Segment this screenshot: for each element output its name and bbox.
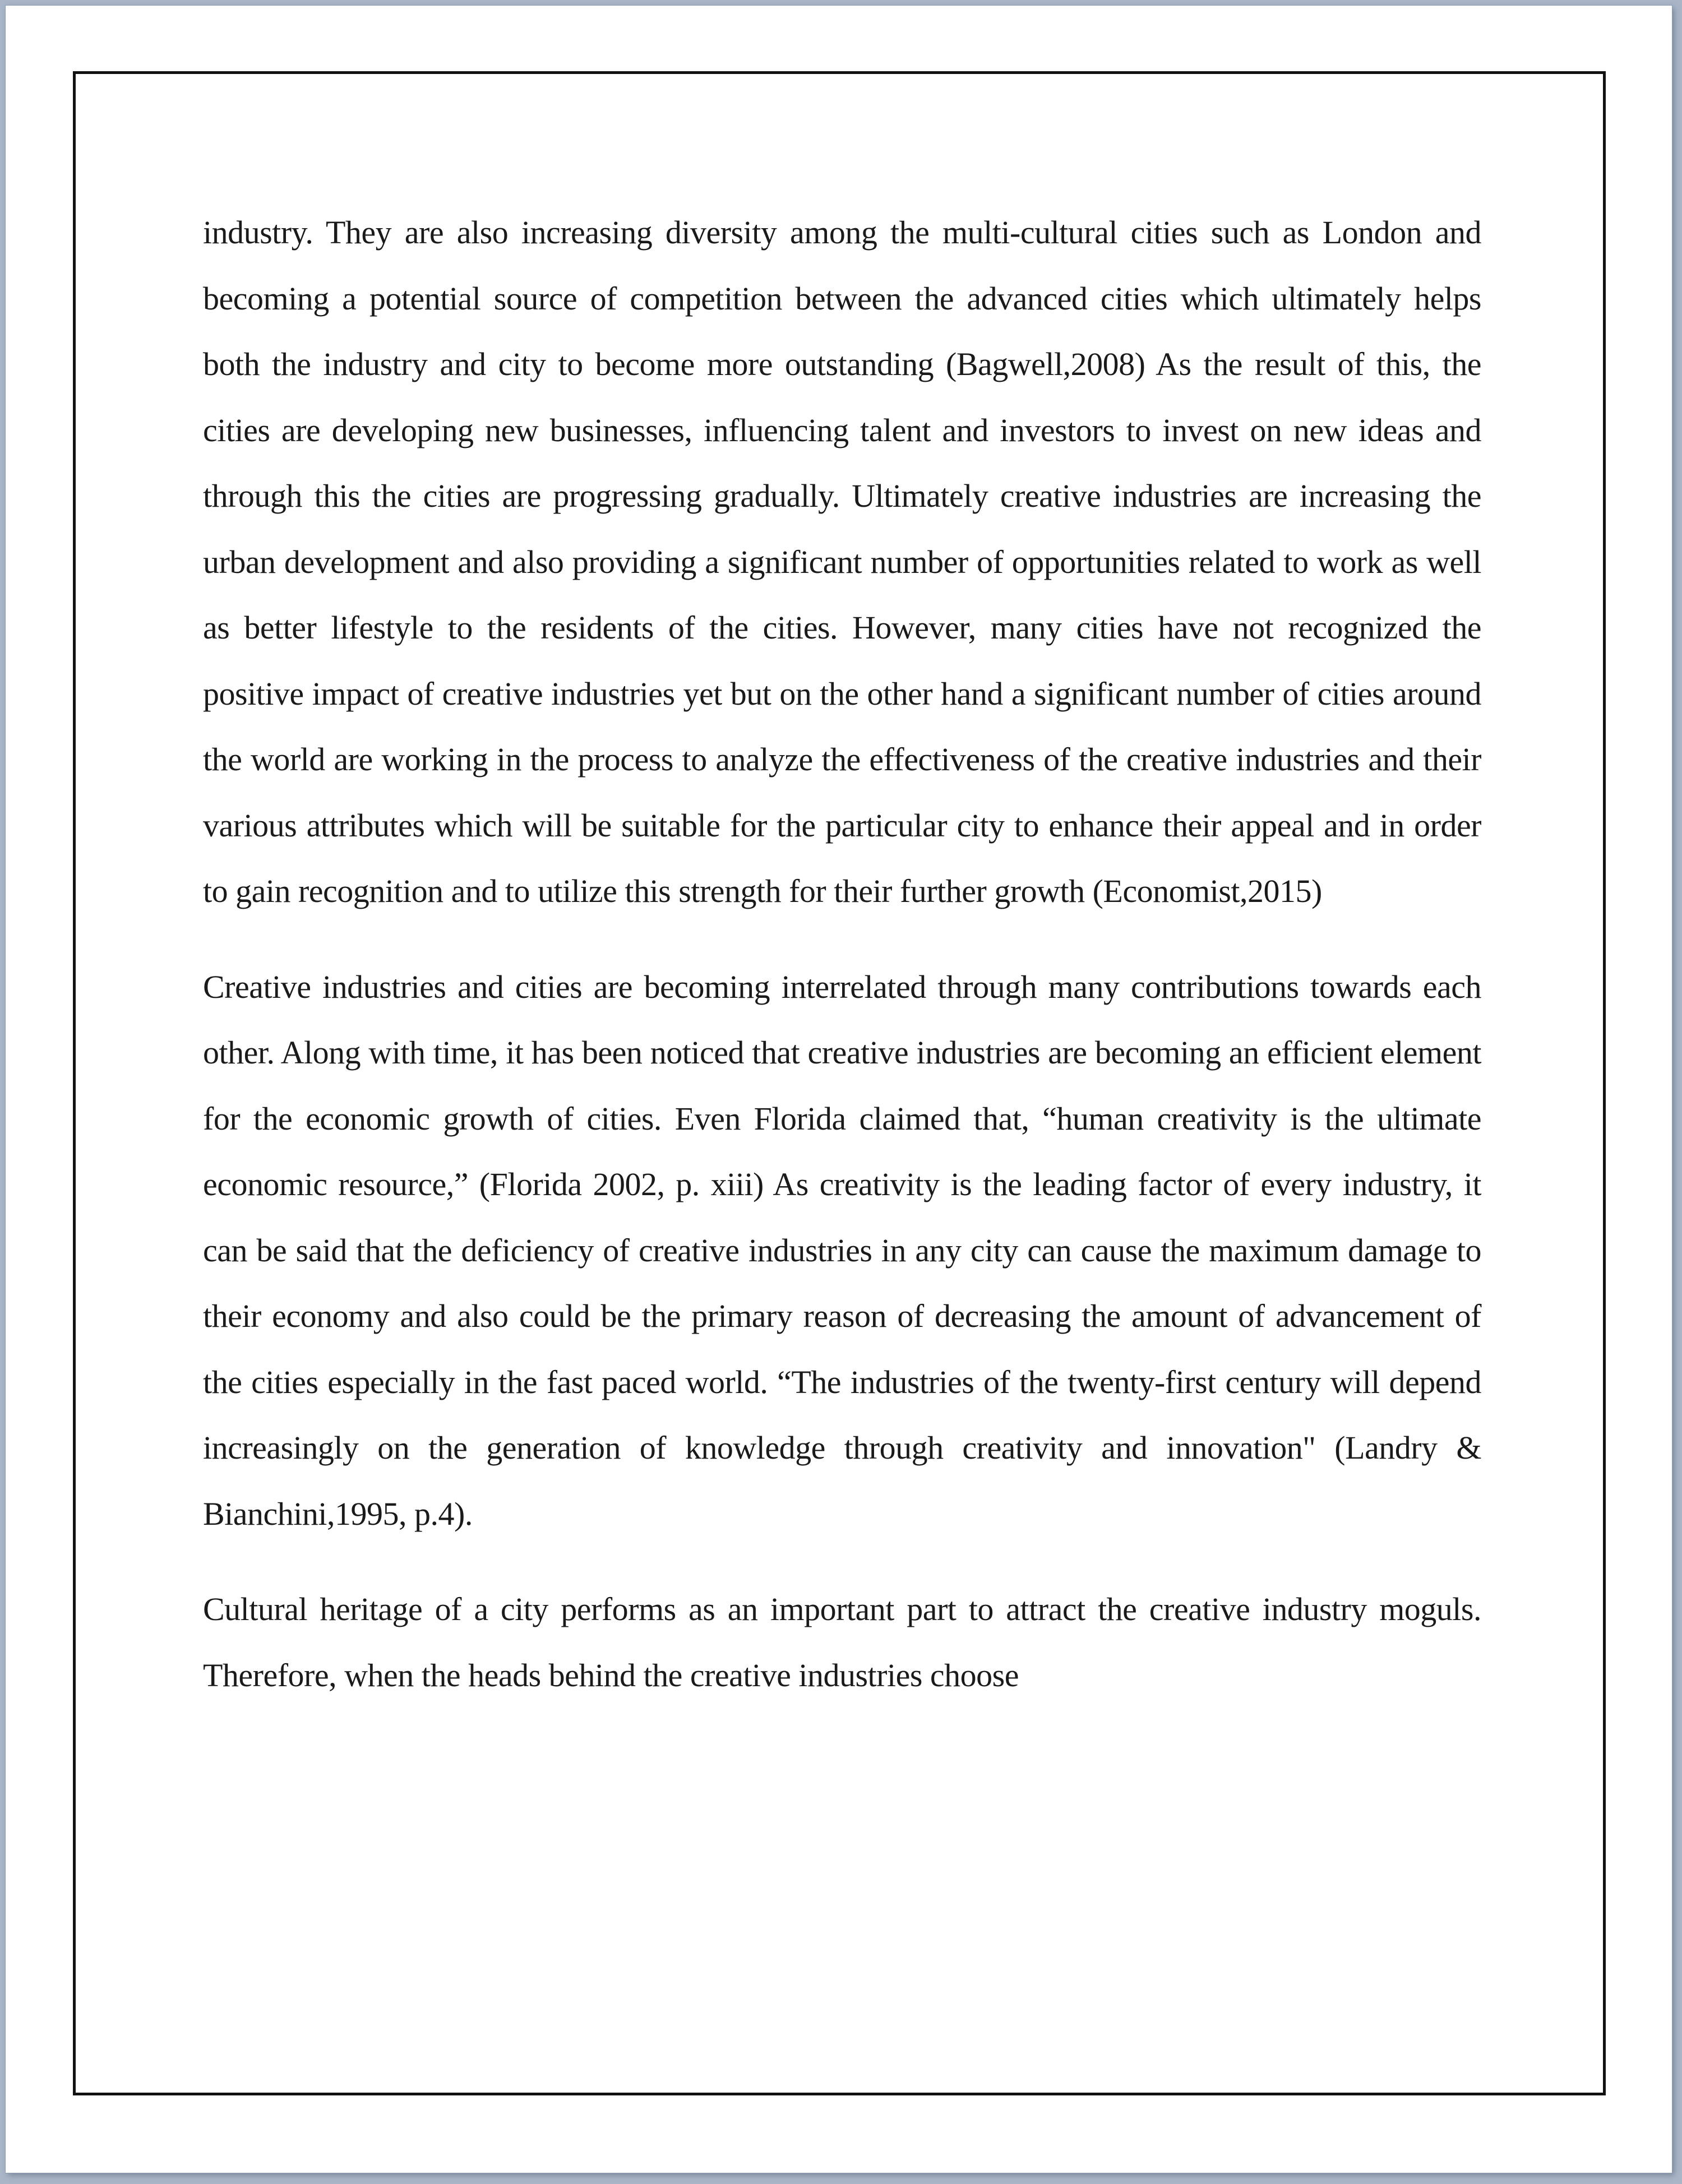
paragraph-3: Cultural heritage of a city performs as an important part to attract the creative industry moguls. Therefore, when the heads behind the creative industries choose [203,1591,1481,1693]
document-page [6,6,1672,2173]
paragraph-2: Creative industries and cities are becoming interrelated through many contributions towards each other. Along with time, it has been noticed that creative industries are becoming an efficient element for the economic growth of cities. Even Florida claimed that, “human creativity is the ultimate economic resource,” (Florida 2002, p. xiii) As creativity is the leading factor of every industry, it can be said that the deficiency of creative industries in any city can cause the maximum damage to their economy and also could be the primary reason of decreasing the amount of advancement of the cities especially in the fast paced world. “The industries of the twenty-first century will depend increasingly on the generation of knowledge through creativity and innovation" (Landry & Bianchini,1995, p.4). [203,968,1481,1532]
body-text [203,200,1481,1708]
paragraph-1: industry. They are also increasing diversity among the multi-cultural cities such as London and becoming a potential source of competition between the advanced cities which ultimately helps both the industry and city to become more outstanding (Bagwell,2008) As the result of this, the cities are developing new businesses, influencing talent and investors to invest on new ideas and through this the cities are progressing gradually. Ultimately creative industries are increasing the urban development and also providing a significant number of opportunities related to work as well as better lifestyle to the residents of the cities. However, many cities have not recognized the positive impact of creative industries yet but on the other hand a significant number of cities around the world are working in the process to analyze the effectiveness of the creative industries and their various attributes which will be suitable for the particular city to enhance their appeal and in order to gain recognition and to utilize this strength for their further growth (Economist,2015) [203,214,1481,909]
